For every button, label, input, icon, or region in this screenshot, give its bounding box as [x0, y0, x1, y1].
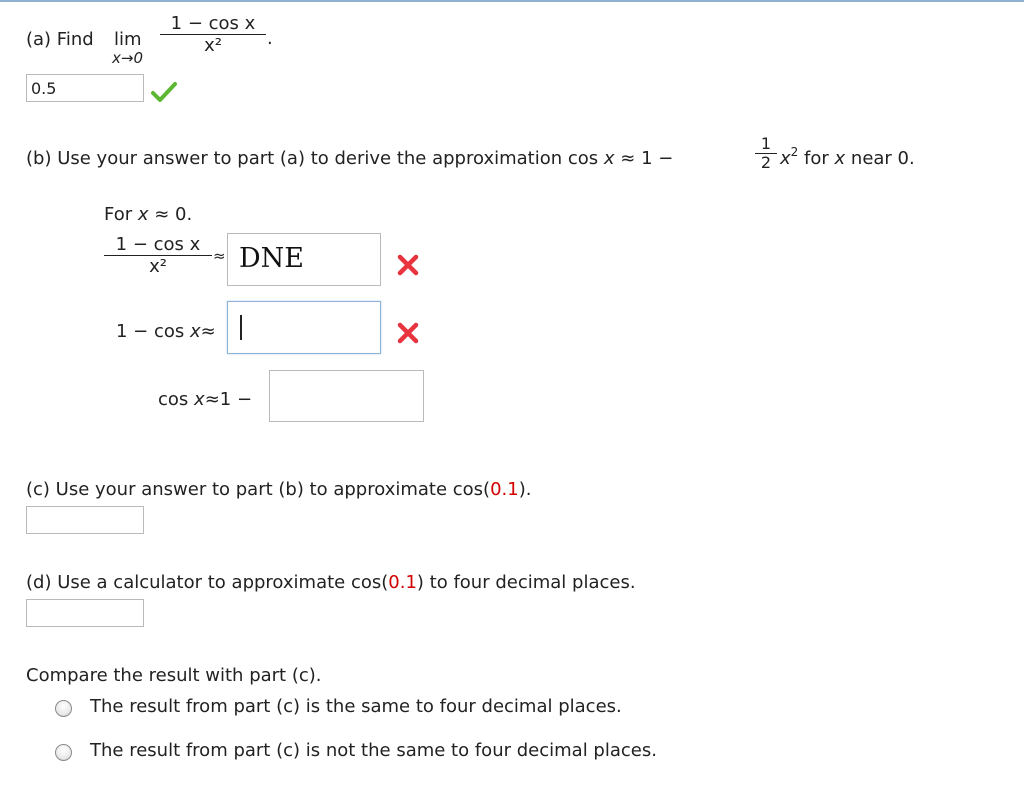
- half-fraction: [755, 135, 777, 172]
- x-squared-var: x: [780, 148, 791, 169]
- fraction-numerator: 1 − cos x: [170, 13, 256, 34]
- prompt-end-var: x: [834, 148, 846, 169]
- row1-numerator: 1 − cos x: [115, 234, 201, 255]
- for-label: For: [104, 204, 133, 225]
- row2-approx: ≈: [200, 321, 216, 342]
- for-tail: ≈ 0.: [154, 204, 193, 225]
- part-b-prompt-start: (b) Use your answer to part (a) to derive the approximation cos: [26, 148, 599, 169]
- row2-label: [116, 321, 216, 342]
- lim-label: lim: [114, 29, 142, 50]
- part-a-suffix: .: [267, 28, 273, 49]
- top-border: [0, 0, 1024, 2]
- part-b-prompt: [26, 148, 673, 169]
- text-caret: [240, 315, 242, 340]
- part-a-answer-input[interactable]: 0.5: [26, 74, 144, 102]
- row1-fraction: [104, 235, 212, 278]
- half-numerator: 1: [760, 134, 772, 153]
- part-d-prompt-start: (d) Use a calculator to approximate cos(: [26, 572, 389, 593]
- part-c-prompt-end: ).: [518, 479, 532, 500]
- half-denominator: 2: [760, 153, 772, 172]
- row3-label: [158, 389, 252, 410]
- compare-prompt: Compare the result with part (c).: [26, 665, 322, 686]
- row3-var: x: [194, 389, 205, 410]
- row1-answer-input[interactable]: DNE: [227, 233, 381, 286]
- for-x-approx: [104, 204, 192, 225]
- row1-denominator: x²: [149, 256, 167, 277]
- part-d-number: 0.1: [388, 572, 417, 593]
- part-c-prompt: [26, 479, 531, 500]
- x-mark-icon: [396, 253, 420, 277]
- part-d-prompt: [26, 572, 636, 593]
- row2-label-text: 1 − cos: [116, 321, 185, 342]
- part-a-prefix: (a) Find: [26, 29, 94, 50]
- prompt-near: near 0.: [850, 148, 915, 169]
- option-same-label[interactable]: The result from part (c) is the same to four decimal places.: [90, 696, 622, 717]
- part-d-prompt-end: ) to four decimal places.: [416, 572, 636, 593]
- row3-tail: ≈1 −: [204, 389, 253, 410]
- part-c-answer-input[interactable]: [26, 506, 144, 534]
- part-b-prompt-end: [780, 145, 915, 169]
- row3-label-text: cos: [158, 389, 189, 410]
- row2-var: x: [190, 321, 201, 342]
- fraction-denominator: x²: [204, 35, 222, 56]
- part-c-prompt-start: (c) Use your answer to part (b) to approximate cos(: [26, 479, 491, 500]
- limit-subscript: x→0: [112, 49, 143, 67]
- part-a-fraction: [160, 14, 266, 57]
- part-b-prompt-mid: ≈ 1 −: [620, 148, 674, 169]
- row1-approx: ≈: [213, 247, 226, 265]
- row2-answer-input[interactable]: [227, 301, 381, 354]
- part-d-answer-input[interactable]: [26, 599, 144, 627]
- option-not-same-label[interactable]: The result from part (c) is not the same to four decimal places.: [90, 740, 657, 761]
- radio-not-same[interactable]: [55, 744, 72, 761]
- x-squared-exponent: 2: [790, 145, 799, 159]
- part-b-prompt-var: x: [603, 148, 615, 169]
- for-var: x: [137, 204, 149, 225]
- row3-answer-input[interactable]: [269, 370, 424, 422]
- x-mark-icon: [396, 321, 420, 345]
- check-icon: [151, 81, 177, 103]
- part-c-number: 0.1: [490, 479, 519, 500]
- radio-same[interactable]: [55, 700, 72, 717]
- prompt-for: for: [804, 148, 829, 169]
